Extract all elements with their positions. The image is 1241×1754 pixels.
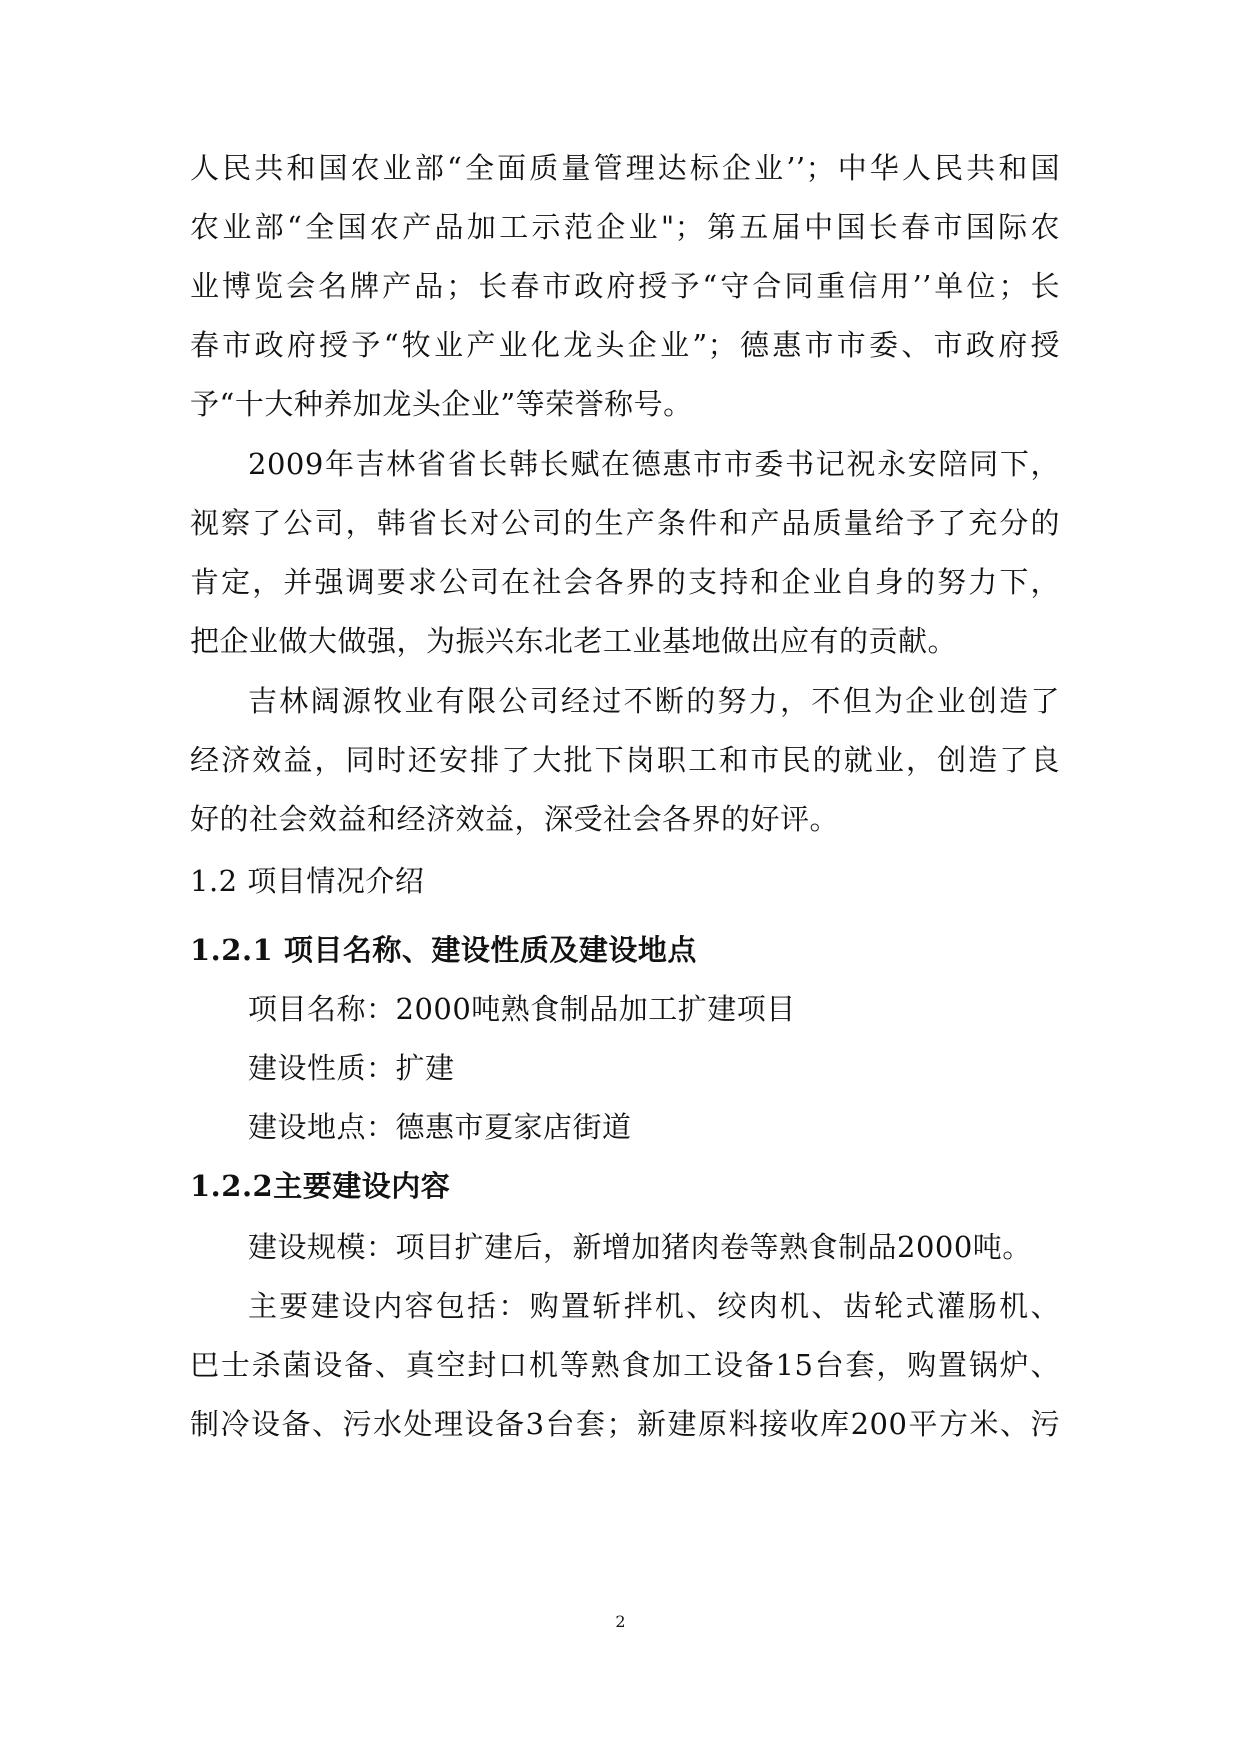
paragraph-line: 肯定，并强调要求公司在社会各界的支持和企业自身的努力下， (190, 565, 1060, 599)
page-number: 2 (615, 1612, 626, 1631)
paragraph-line: 农业部“全国农产品加工示范企业"；第五届中国长春市国际农 (190, 210, 1060, 244)
section-heading-1-2: 1.2 项目情况介绍 (190, 864, 425, 898)
paragraph-line: 2009年吉林省省长韩长赋在德惠市市委书记祝永安陪同下， (248, 447, 1060, 481)
paragraph-line: 主要建设内容包括：购置斩拌机、绞肉机、齿轮式灌肠机、 (248, 1289, 1060, 1323)
paragraph-line: 人民共和国农业部“全面质量管理达标企业’’；中华人民共和国 (190, 151, 1060, 185)
paragraph-line: 视察了公司，韩省长对公司的生产条件和产品质量给予了充分的 (190, 506, 1060, 540)
construction-scale-line: 建设规模：项目扩建后，新增加猪肉卷等熟食制品2000吨。 (248, 1230, 1032, 1264)
project-name-line: 项目名称：2000吨熟食制品加工扩建项目 (248, 992, 796, 1026)
paragraph-line: 予“十大种养加龙头企业”等荣誉称号。 (190, 387, 693, 421)
paragraph-line: 经济效益，同时还安排了大批下岗职工和市民的就业，创造了良 (190, 743, 1060, 777)
construction-nature-line: 建设性质：扩建 (248, 1051, 455, 1085)
section-heading-1-2-1: 1.2.1 项目名称、建设性质及建设地点 (190, 933, 697, 967)
paragraph-line: 巴士杀菌设备、真空封口机等熟食加工设备15台套，购置锅炉、 (190, 1348, 1060, 1382)
paragraph-line: 业博览会名牌产品；长春市政府授予“守合同重信用’’单位；长 (190, 269, 1060, 303)
paragraph-line: 把企业做大做强，为振兴东北老工业基地做出应有的贡献。 (190, 624, 958, 658)
paragraph-line: 制冷设备、污水处理设备3台套；新建原料接收库200平方米、污 (190, 1407, 1060, 1441)
paragraph-line: 吉林阔源牧业有限公司经过不断的努力，不但为企业创造了 (248, 684, 1060, 718)
paragraph-line: 春市政府授予“牧业产业化龙头企业”；德惠市市委、市政府授 (190, 328, 1060, 362)
construction-site-line: 建设地点：德惠市夏家店街道 (248, 1110, 632, 1144)
section-heading-1-2-2: 1.2.2主要建设内容 (190, 1169, 451, 1203)
paragraph-line: 好的社会效益和经济效益，深受社会各界的好评。 (190, 802, 840, 836)
